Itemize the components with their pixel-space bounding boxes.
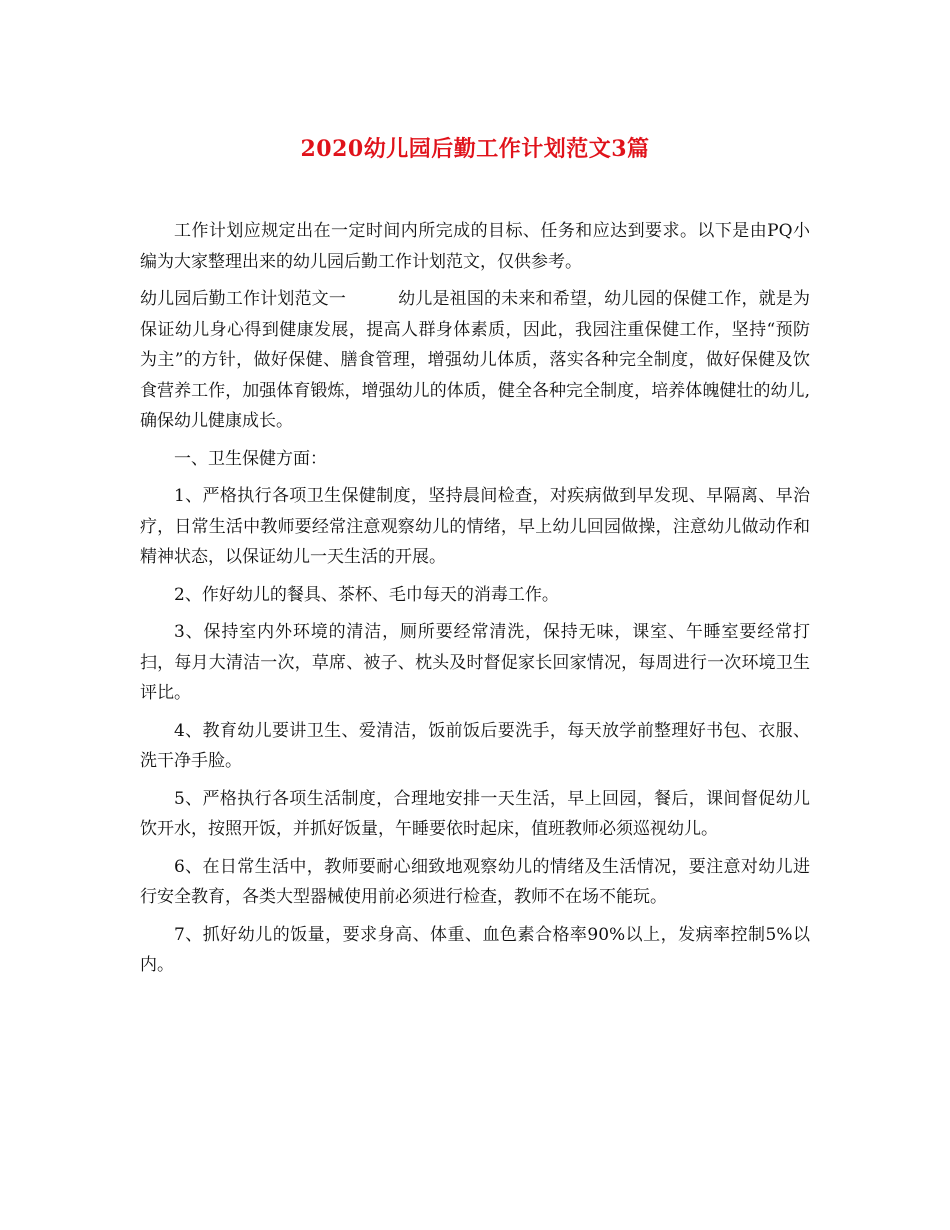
item-6-paragraph: 6、在日常生活中，教师要耐心细致地观察幼儿的情绪及生活情况，要注意对幼儿进行安全教育，各类大型器械使用前必须进行检查，教师不在场不能玩。 (140, 856, 810, 907)
item-3-paragraph: 3、保持室内外环境的清洁，厕所要经常清洗，保持无味，课室、午睡室要经常打扫，每月大清洁一次，草席、被子、枕头及时督促家长回家情况，每周进行一次环境卫生评比。 (140, 622, 810, 703)
section-heading: 幼儿园后勤工作计划范文一 (140, 289, 346, 309)
page-title: 2020幼儿园后勤工作计划范文3篇 (300, 136, 650, 162)
item-2-paragraph: 2、作好幼儿的餐具、茶杯、毛巾每天的消毒工作。 (174, 584, 559, 605)
section-paragraph (140, 284, 810, 437)
heading-health-care: 一、卫生保健方面： (174, 448, 327, 469)
item-4-paragraph: 4、教育幼儿要讲卫生、爱清洁，饭前饭后要洗手，每天放学前整理好书包、衣服、洗干净手脸。 (140, 720, 810, 771)
item-7-paragraph: 7、抓好幼儿的饭量，要求身高、体重、血色素合格率90%以上，发病率控制5%以内。 (140, 924, 810, 975)
intro-paragraph: 工作计划应规定出在一定时间内所完成的目标、任务和应达到要求。以下是由PQ小编为大家整理出来的幼儿园后勤工作计划范文，仅供参考。 (140, 221, 810, 272)
document-body (140, 216, 810, 988)
item-1-paragraph: 1、严格执行各项卫生保健制度，坚持晨间检查，对疾病做到早发现、早隔离、早治疗，日常生活中教师要经常注意观察幼儿的情绪，早上幼儿回园做操，注意幼儿做动作和精神状态，以保证幼儿一天生活的开展。 (140, 486, 810, 567)
section-text: 幼儿是祖国的未来和希望，幼儿园的保健工作，就是为保证幼儿身心得到健康发展，提高人群身体素质，因此，我园注重保健工作，坚持“预防为主”的方针，做好保健、膳食管理，增强幼儿体质，落实各种完全制度，做好保健及饮食营养工作，加强体育锻炼，增强幼儿的体质，健全各种完全制度，培养体魄健壮的幼儿,确保幼儿健康成长。 (140, 289, 810, 431)
item-5-paragraph: 5、严格执行各项生活制度，合理地安排一天生活，早上回园，餐后，课间督促幼儿饮开水，按照开饭，并抓好饭量，午睡要依时起床，值班教师必须巡视幼儿。 (140, 788, 810, 839)
